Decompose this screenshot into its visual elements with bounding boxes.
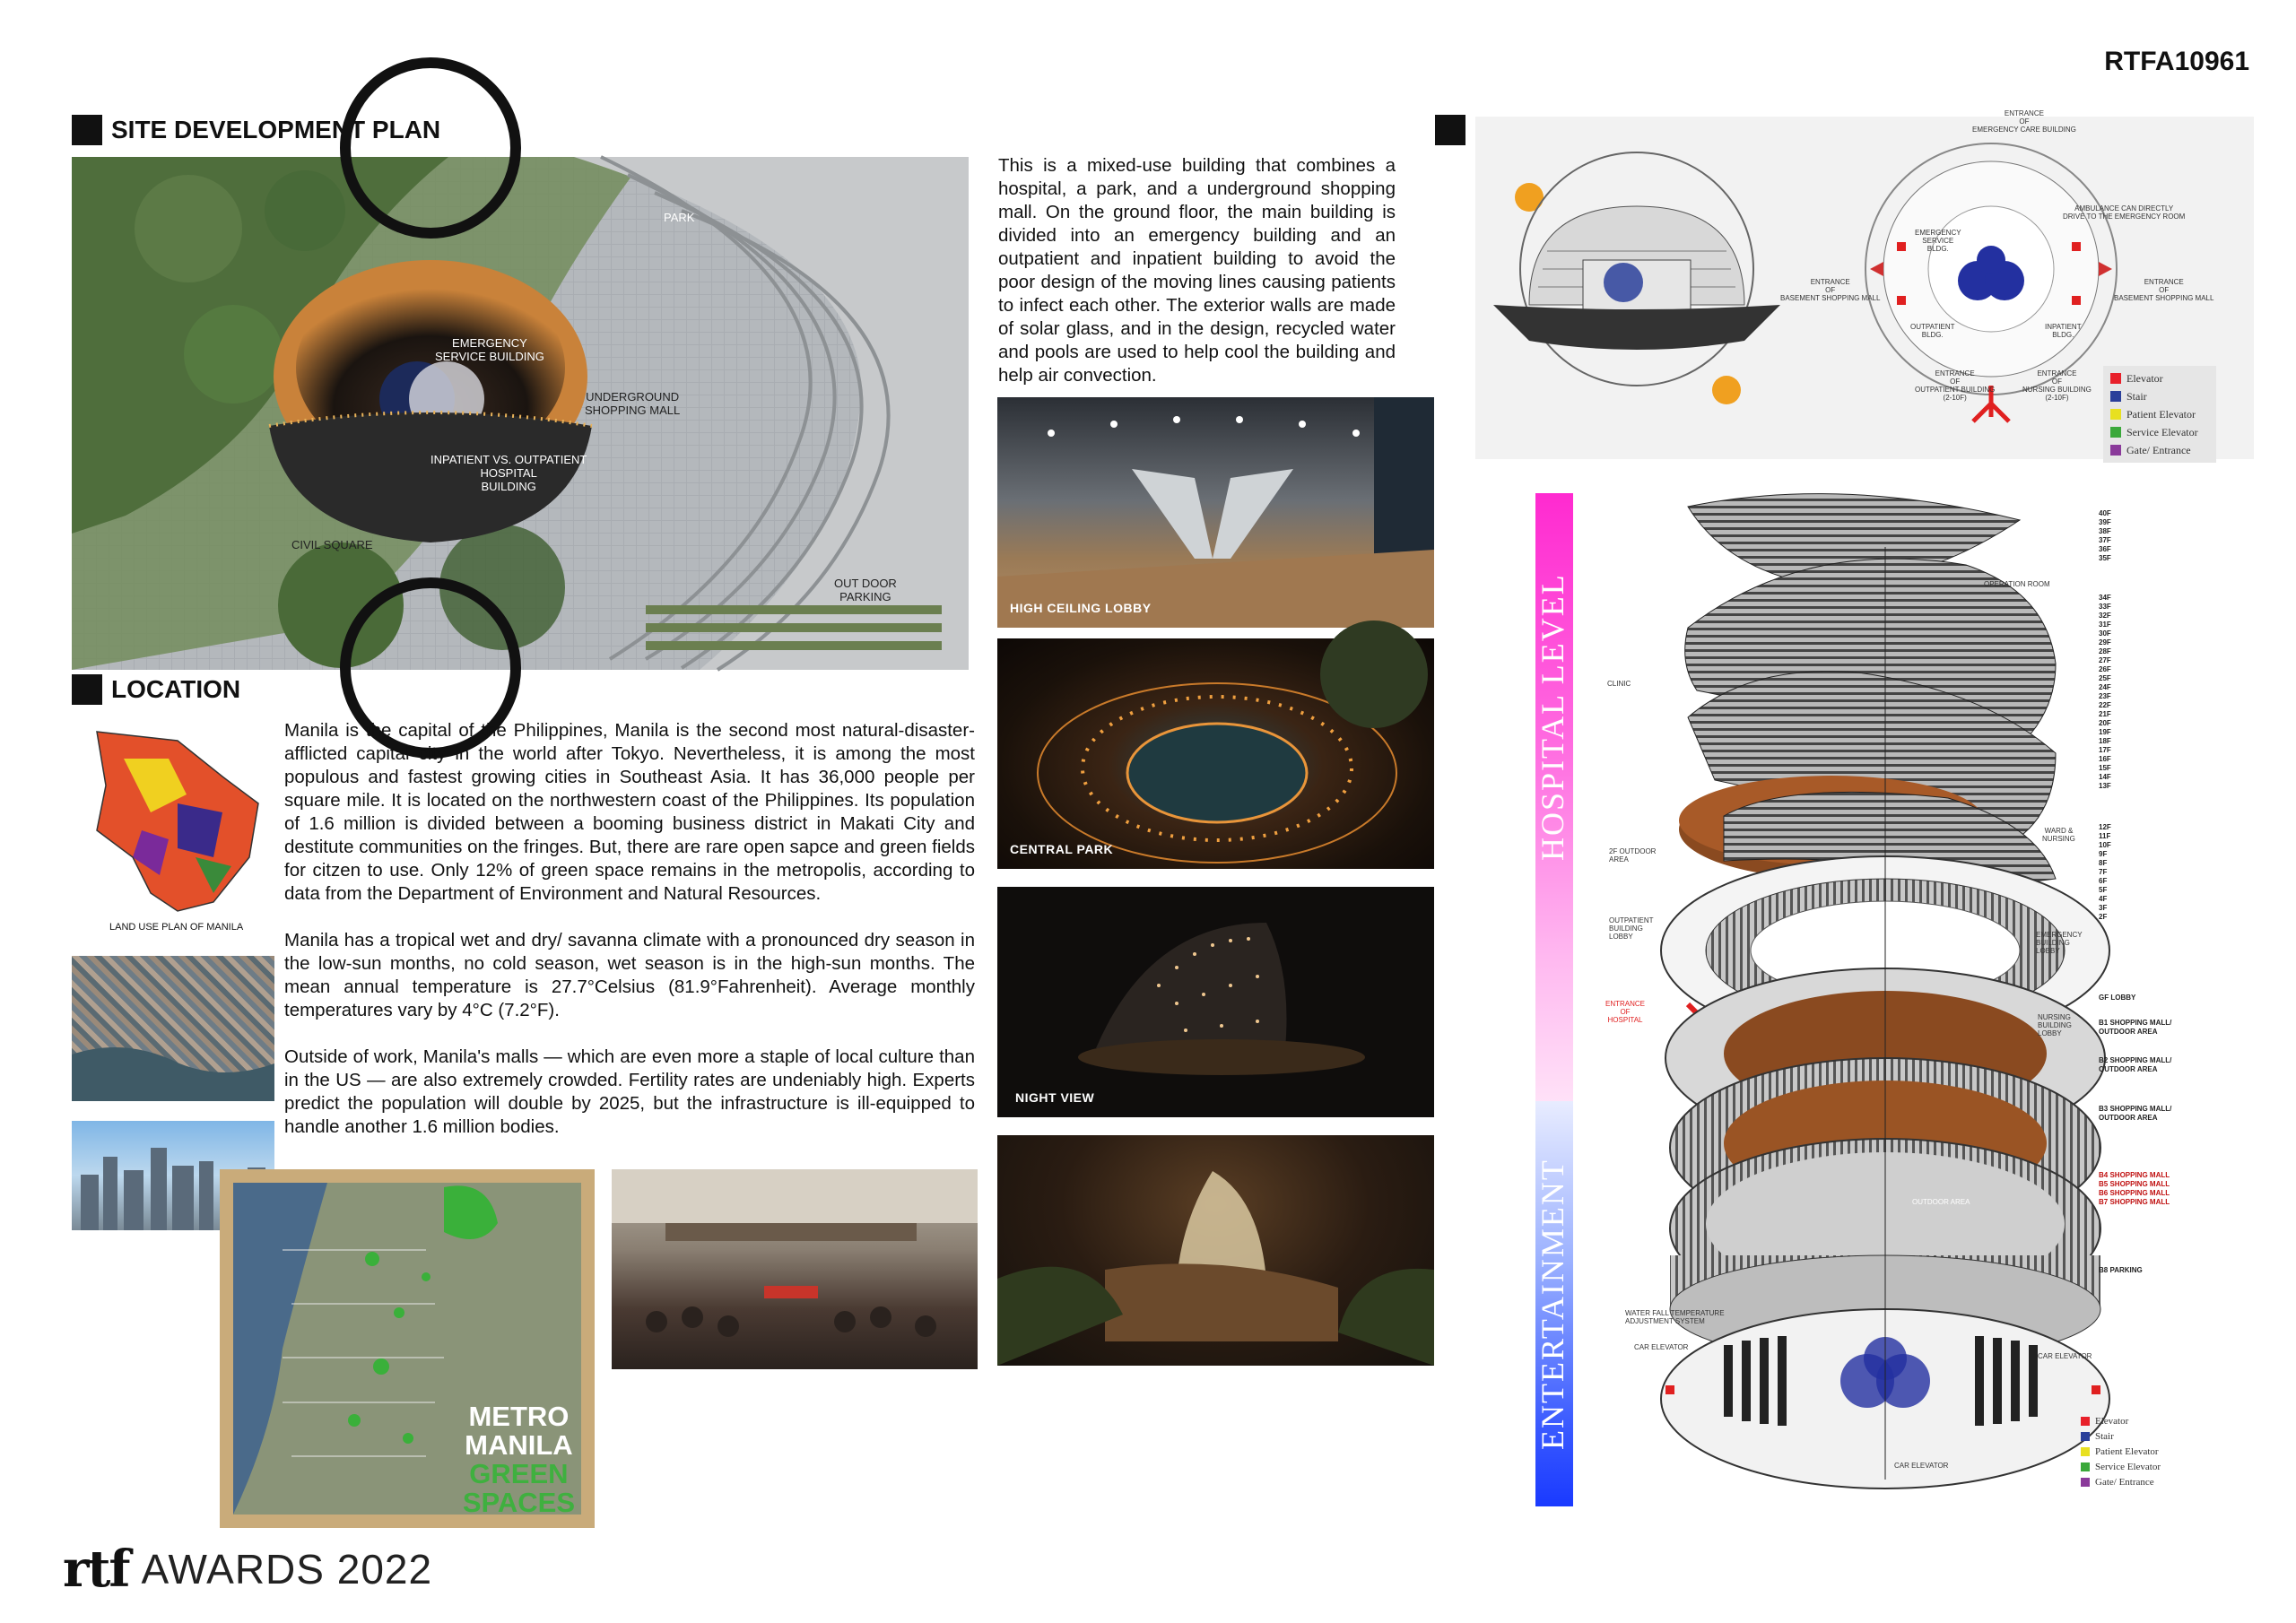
green-map-title-line-3: GREEN xyxy=(469,1458,569,1489)
lobby-drawing xyxy=(997,397,1434,628)
floor-label: 18F xyxy=(2099,737,2111,745)
exploded-axonometric xyxy=(1589,484,2197,1506)
plan-legend xyxy=(2103,366,2216,463)
label-entrance-nursing: ENTRANCE OF NURSING BUILDING (2-10F) xyxy=(2022,369,2092,402)
floor-label: 23F xyxy=(2099,692,2111,700)
label-entrance-mall-right: ENTRANCE OF BASEMENT SHOPPING MALL xyxy=(2114,278,2214,302)
floor-label: 5F xyxy=(2099,886,2108,894)
legend-swatch xyxy=(2110,373,2121,384)
project-code: RTFA10961 xyxy=(2104,47,2249,76)
render-night-view xyxy=(997,887,1434,1117)
floor-label: 8F xyxy=(2099,859,2108,867)
floor-label: 25F xyxy=(2099,674,2111,682)
mall-crowd-photo xyxy=(612,1169,978,1369)
floor-label: 35F xyxy=(2099,554,2111,562)
label-emergency-lobby: EMERGENCY BUILDING LOBBY xyxy=(2036,931,2083,955)
site-plan-image xyxy=(72,157,969,670)
layout-plans xyxy=(1475,109,2254,459)
floor-label: 30F xyxy=(2099,629,2111,638)
entertainment-level-label: ENTERTAINMENT xyxy=(1535,1159,1570,1451)
floor-label: 28F xyxy=(2099,647,2111,655)
floor-label: 11F xyxy=(2099,832,2111,840)
label-car-elevator-bottom: CAR ELEVATOR xyxy=(1894,1462,1949,1470)
label-outpatient-lobby: OUTPATIENT BUILDING LOBBY xyxy=(1609,916,1654,941)
site-plan-title: SITE DEVELOPMENT PLAN xyxy=(111,116,441,143)
floor-list-low xyxy=(2099,823,2111,922)
floor-label: 19F xyxy=(2099,728,2111,736)
floor-label: 12F xyxy=(2099,823,2111,831)
floor-label: 17F xyxy=(2099,746,2111,754)
floor-label: 9F xyxy=(2099,850,2108,858)
label-entrance-emergency: ENTRANCE OF EMERGENCY CARE BUILDING xyxy=(1972,109,2076,134)
floor-label: 34F xyxy=(2099,594,2111,602)
label-car-elevator-right: CAR ELEVATOR xyxy=(2038,1352,2092,1360)
caption-night-view: NIGHT VIEW xyxy=(1015,1090,1095,1105)
night-view-drawing xyxy=(997,887,1434,1117)
slum-aerial-drawing xyxy=(72,956,274,1101)
floor-label: 13F xyxy=(2099,782,2111,790)
footer xyxy=(63,1540,433,1599)
legend-item xyxy=(2081,1474,2161,1489)
legend-swatch xyxy=(2081,1432,2090,1441)
land-use-map-drawing xyxy=(79,723,267,918)
label-outdoor-area: OUTDOOR AREA xyxy=(1912,1198,1970,1206)
green-map-title xyxy=(463,1402,575,1517)
location-text-block xyxy=(284,719,975,1139)
floor-label: 15F xyxy=(2099,764,2111,772)
location-paragraph-3: Outside of work, Manila's malls — which are even more a staple of local culture than in the US — are also extremely crowded. Fertility rates are undeniably high. Experts predict the population will double by 2025, but the infrastructure is ill-equipped to handle another 1.6 million bodies. xyxy=(284,1046,975,1137)
legend-swatch xyxy=(2110,409,2121,420)
floor-label: 29F xyxy=(2099,638,2111,647)
render-dusk-view xyxy=(997,1135,1434,1366)
axon-legend xyxy=(2081,1413,2161,1489)
label-inpatient-bldg: INPATIENT BLDG. xyxy=(2045,323,2082,339)
render-high-ceiling-lobby xyxy=(997,397,1434,628)
floor-label: 4F xyxy=(2099,895,2108,903)
heading-square-icon xyxy=(72,115,102,145)
intro-paragraph: This is a mixed-use building that combines a hospital, a park, and a underground shopping mall. On the ground floor, the main building is divided into an emergency building and an outpatient and inpatient building to avoid the poor design of the moving lines causing patients to infect each other. The exterior walls are made of solar glass, and in the design, recycled water and pools are used to help cool the building and help air convection. xyxy=(998,155,1396,386)
floor-label: 26F xyxy=(2099,665,2111,673)
label-ward-nursing: WARD & NURSING xyxy=(2042,827,2075,843)
green-map-title-line-1: METRO xyxy=(468,1401,570,1432)
floor-b4-b7: B4 SHOPPING MALL B5 SHOPPING MALL B6 SHOPPING MALL B7 SHOPPING MALL xyxy=(2099,1171,2170,1206)
legend-label: Patient Elevator xyxy=(2126,407,2196,421)
legend-label: Elevator xyxy=(2126,371,2163,385)
location-paragraph-1: Manila is the capital of the Philippines, Manila is the second most natural-disaster-afflicted capital city in the world after Tokyo. Nevertheless, it is among the most populous and fastest growing cities in Southeast Asia. It has 36,000 people per square mile. It is located on the northwestern coast of the Philippines. Its population of 1.6 million is divided between a booming business district in Makati City and destitute communities on the fringes. But, there are rare open sapce and green fields for citzen to use. Only 12% of green space remains in the metropolis, according to data from the Department of Environment and Natural Resources. xyxy=(284,720,975,904)
legend-item xyxy=(2081,1459,2161,1474)
floor-label: 20F xyxy=(2099,719,2111,727)
floor-label: 37F xyxy=(2099,536,2111,544)
legend-label: Gate/ Entrance xyxy=(2126,443,2191,456)
render-central-park xyxy=(997,638,1434,869)
legend-swatch xyxy=(2081,1462,2090,1471)
floor-label: 33F xyxy=(2099,603,2111,611)
floor-label: 36F xyxy=(2099,545,2111,553)
label-underground-mall: UNDERGROUND SHOPPING MALL xyxy=(585,390,681,417)
label-car-elevator-left: CAR ELEVATOR xyxy=(1634,1343,1689,1351)
legend-swatch xyxy=(2081,1417,2090,1426)
legend-item xyxy=(2110,405,2198,423)
legend-label: Service Elevator xyxy=(2126,425,2198,438)
floor-label: 22F xyxy=(2099,701,2111,709)
floor-b8: B8 PARKING xyxy=(2099,1266,2143,1274)
heading-square-icon xyxy=(72,674,102,705)
floor-label: 24F xyxy=(2099,683,2111,691)
slum-aerial-photo xyxy=(72,956,274,1101)
awards-text: AWARDS 2022 xyxy=(141,1546,433,1593)
label-nursing-lobby: NURSING BUILDING LOBBY xyxy=(2038,1013,2072,1037)
floor-list-top xyxy=(2099,509,2111,563)
site-plan-heading xyxy=(72,115,440,145)
floor-label: 32F xyxy=(2099,612,2111,620)
legend-item xyxy=(2110,423,2198,441)
dusk-view-drawing xyxy=(997,1135,1434,1366)
label-entrance-mall-left: ENTRANCE OF BASEMENT SHOPPING MALL xyxy=(1780,278,1881,302)
caption-lobby: HIGH CEILING LOBBY xyxy=(1010,601,1152,615)
floor-label: 39F xyxy=(2099,518,2111,526)
label-emergency-building: EMERGENCY SERVICE BUILDING xyxy=(435,336,544,363)
label-clinic: CLINIC xyxy=(1607,680,1631,688)
floor-label: 38F xyxy=(2099,527,2111,535)
label-civil-square: CIVIL SQUARE xyxy=(291,538,373,551)
floor-label: 14F xyxy=(2099,773,2111,781)
floor-label: 3F xyxy=(2099,904,2108,912)
label-entrance-hospital: ENTRANCE OF HOSPITAL xyxy=(1605,1000,1646,1024)
floor-b2: B2 SHOPPING MALL/ OUTDOOR AREA xyxy=(2099,1056,2172,1073)
legend-label: Stair xyxy=(2126,389,2147,403)
heading-square-icon xyxy=(1435,115,1465,145)
land-use-caption: LAND USE PLAN OF MANILA xyxy=(109,922,244,933)
floor-label: 21F xyxy=(2099,710,2111,718)
floor-b1: B1 SHOPPING MALL/ OUTDOOR AREA xyxy=(2099,1019,2172,1036)
legend-label: Gate/ Entrance xyxy=(2095,1476,2154,1488)
mall-crowd-drawing xyxy=(612,1169,978,1369)
hospital-level-label: HOSPITAL LEVEL xyxy=(1535,573,1570,862)
floor-label: 7F xyxy=(2099,868,2108,876)
label-operation-room: OPERATION ROOM xyxy=(1984,580,2050,588)
floor-label: 6F xyxy=(2099,877,2108,885)
legend-label: Stair xyxy=(2095,1430,2114,1442)
central-park-drawing xyxy=(997,638,1434,869)
floor-b3: B3 SHOPPING MALL/ OUTDOOR AREA xyxy=(2099,1105,2172,1122)
location-paragraph-2: Manila has a tropical wet and dry/ savanna climate with a pronounced dry season in the low-sun months, no cold season, wet season is in the high-sun months. The mean annual temperature is 27.7°Celsius (81.9°Fahrenheit). Average monthly temperatures vary by 4°C (7.2°F). xyxy=(284,930,975,1020)
label-outdoor-parking: OUT DOOR PARKING xyxy=(834,577,897,603)
legend-item xyxy=(2081,1413,2161,1428)
legend-swatch xyxy=(2081,1478,2090,1487)
floor-label: 31F xyxy=(2099,621,2111,629)
legend-swatch xyxy=(2110,445,2121,456)
label-park: PARK xyxy=(664,211,695,224)
legend-item xyxy=(2110,369,2198,387)
floor-list-mid xyxy=(2099,594,2111,791)
floor-gf: GF LOBBY xyxy=(2099,994,2136,1002)
rtf-logo: rtf xyxy=(63,1540,129,1599)
label-emergency-bldg: EMERGENCY SERVICE BLDG. xyxy=(1915,229,1961,253)
green-map-title-line-2: MANILA xyxy=(465,1429,573,1461)
green-map-title-line-4: SPACES xyxy=(462,1487,575,1518)
legend-item xyxy=(2081,1428,2161,1444)
legend-swatch xyxy=(2110,391,2121,402)
floor-label: 40F xyxy=(2099,509,2111,517)
legend-label: Patient Elevator xyxy=(2095,1445,2159,1457)
legend-item xyxy=(2110,441,2198,459)
legend-item xyxy=(2110,387,2198,405)
floor-label: 2F xyxy=(2099,913,2108,921)
metro-manila-green-map xyxy=(220,1169,595,1528)
floor-label: 27F xyxy=(2099,656,2111,664)
location-title: LOCATION xyxy=(111,675,241,703)
legend-item xyxy=(2081,1444,2161,1459)
land-use-map xyxy=(79,723,267,918)
legend-label: Elevator xyxy=(2095,1415,2129,1427)
location-heading xyxy=(72,674,240,705)
label-water-fall: WATER FALL TEMPERATURE ADJUSTMENT SYSTEM xyxy=(1625,1309,1725,1325)
floor-label: 16F xyxy=(2099,755,2111,763)
legend-swatch xyxy=(2081,1447,2090,1456)
label-inpatient-outpatient: INPATIENT VS. OUTPATIENT HOSPITAL BUILDING xyxy=(430,453,587,493)
label-ambulance: AMBULANCE CAN DIRECTLY DRIVE TO THE EMERGENCY ROOM xyxy=(2063,204,2186,221)
label-outpatient-bldg: OUTPATIENT BLDG. xyxy=(1910,323,1955,339)
legend-swatch xyxy=(2110,427,2121,438)
floor-label: 10F xyxy=(2099,841,2111,849)
caption-central-park: CENTRAL PARK xyxy=(1010,842,1114,856)
label-entrance-outpatient: ENTRANCE OF OUTPATIENT BUILDING (2-10F) xyxy=(1915,369,1996,402)
legend-label: Service Elevator xyxy=(2095,1461,2161,1472)
label-2f-outdoor: 2F OUTDOOR AREA xyxy=(1609,847,1657,864)
